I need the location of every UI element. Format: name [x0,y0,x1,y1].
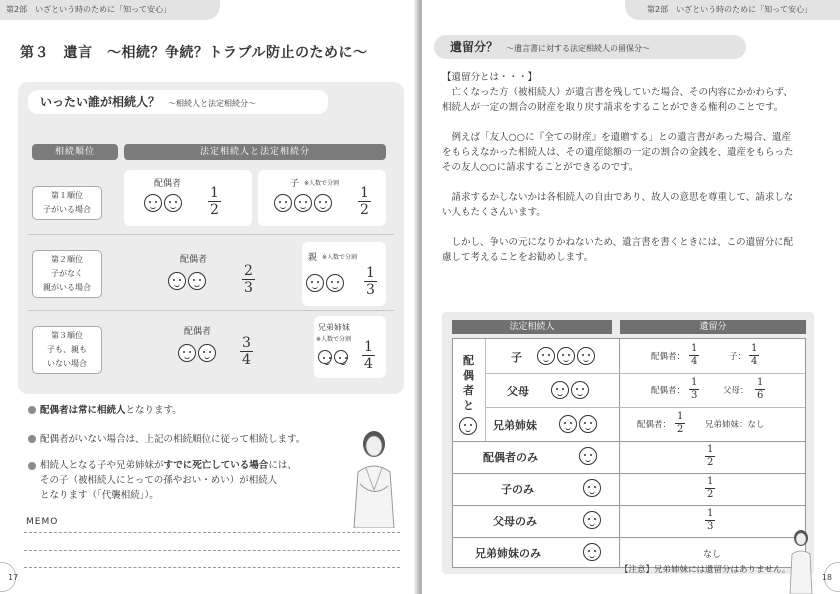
col-heirs-header: 法定相続人と法定相続分 [124,144,386,160]
heirs-panel [18,82,404,394]
table-body [452,338,806,568]
share-row2-spouse: $\frac{1}{3}$ [691,377,698,401]
row2-parent-label: 親 [308,253,318,263]
parent-only-face-icon [583,511,601,529]
page-title: 第３ 遺言 ～相続？争続？トラブル防止のために～ [20,45,368,61]
rank-label-2 [32,250,102,298]
spouse-faces-icon [144,194,182,212]
siblings-faces-icon [318,350,348,364]
row3-sibling-cell [314,316,386,378]
definition-lead: 【遺留分とは・・・】 [442,72,538,83]
siblings-faces-icon-right [559,415,597,433]
heir-child-only: 子のみ [501,483,534,496]
spouse-faces-icon-3 [178,344,216,362]
bullet-2: 配偶者がいない場合は、上記の相続順位に従って相続します。 [40,434,306,445]
heir-spouse-only: 配偶者のみ [483,451,538,464]
share-row1-child: $\frac{1}{4}$ [751,343,758,367]
heir-parents-only: 父母のみ [493,515,537,528]
bullet-1: 配偶者は常に相続人となります。 [40,405,182,416]
memo-line-3 [24,567,400,568]
memo-line-1 [24,532,400,533]
rank-1: 第１順位 [51,191,83,200]
rank-1-cond: 子がいる場合 [43,205,91,214]
row3-spouse-share: $\frac{3}{4}$ [242,335,251,368]
reserved-share-table [442,312,814,574]
row1-child-cell [258,170,386,226]
row2-spouse-label: 配偶者 [180,255,208,265]
row3-sibling-label: 兄弟姉妹 [318,323,350,332]
share-row3-spouse: $\frac{1}{2}$ [677,411,684,435]
share-siblings-only: なし [703,550,722,560]
col-share-header: 遺留分 [620,320,806,334]
child-only-face-icon [583,479,601,497]
row1-child-share: $\frac{1}{2}$ [360,185,369,218]
row1-spouse-cell [124,170,252,226]
share-row3-spouse-label: 配偶者： [637,420,672,430]
section-subtitle: ～相続人と法定相続分～ [168,99,257,108]
right-page-number: 18 [821,573,832,582]
bullet-3-dot [28,462,36,470]
row2-spouse-cell [124,242,294,306]
parents-faces-icon [306,274,344,292]
spouse-face-icon [459,417,477,435]
left-page-number: 17 [8,573,19,582]
heir-parents: 父母 [507,385,529,398]
spouse-faces-icon-2 [168,272,206,290]
right-page [422,0,840,594]
share-row1-spouse-label: 配偶者： [651,352,686,362]
heir-siblings: 兄弟姉妹 [493,419,537,432]
parents-faces-icon-right [551,381,589,399]
heir-siblings-only: 兄弟姉妹のみ [475,547,541,560]
share-child-only: $\frac{1}{2}$ [707,476,714,500]
advisor-woman-small-illustration [784,528,818,594]
row1-child-label: 子 [290,179,300,189]
siblings-note: 【注意】兄弟姉妹には遺留分はありません。 [620,565,791,575]
share-row2-spouse-label: 配偶者： [651,386,686,396]
share-row3-sibling-label: 兄弟姉妹：なし [705,420,765,430]
rank-2-cond2: 親がいる場合 [43,283,91,292]
child-faces-icon [537,347,595,365]
rank-2: 第２順位 [51,255,83,264]
heir-child: 子 [511,351,522,364]
memo-label: MEMO [26,517,59,527]
rank-label-1 [32,186,102,220]
share-parents-only: $\frac{1}{3}$ [707,508,714,532]
left-page [0,0,418,594]
definition-text: 【遺留分とは・・・】 亡くなった方（被相続人）が遺言書を残していた場合、その内容にかかわらず、 相続人が一定の割合の財産を取り戻す請求をすることができる権利のことです。 例えば「友人○○に『全ての財産』を遺贈する」との遺言書があった場合、遺産 をもらえなかった相続人は、その遺産総額の一定の割合の金銭を、遺産をもらった その友人○○に請求することができるのです。 請求するかしないかは各相続人の自由であり、故人の意思を尊重して、請求しな い人もたくさんいます。 しかし、争いの元になりかねないため、遺言書を書くときには、この遺留分に配 慮して考えることをお勧めします。 [442,72,794,263]
row3-spouse-label: 配偶者 [184,327,212,337]
share-spouse-only: $\frac{1}{2}$ [707,444,714,468]
rank-3-cond2: いない場合 [47,359,87,368]
children-faces-icon [274,194,332,212]
rank-2-cond1: 子がなく [51,269,83,278]
bullet-3: 相続人となる子や兄弟姉妹がすでに死亡している場合には、 その子（被相続人にとっての孫やおい・めい）が相続人 となります（「代襲相続」）。 [40,460,297,501]
memo-line-2 [24,550,400,551]
right-subtitle: ～遺言書に対する法定相続人の留保分～ [506,44,651,53]
share-row2-parent: $\frac{1}{6}$ [757,377,764,401]
share-row1-spouse: $\frac{1}{4}$ [691,343,698,367]
bullet-1-dot [28,406,36,414]
share-row1-child-label: 子： [729,352,747,362]
row3-sibling-share: $\frac{1}{4}$ [364,339,373,372]
row2-parent-note: ※人数で分割 [322,254,358,261]
row2-parent-share: $\frac{1}{3}$ [366,265,375,298]
row1-child-note: ※人数で分割 [304,180,340,187]
row1-spouse-share: $\frac{1}{2}$ [210,185,219,218]
rank-3: 第３順位 [51,331,83,340]
col-heirs-header-right: 法定相続人 [452,320,612,334]
right-title-pill [434,35,746,59]
siblings-only-face-icon [583,543,601,561]
col-rank-header: 相続順位 [32,144,118,160]
advisor-woman-illustration [340,428,406,528]
row3-spouse-cell [124,316,304,378]
section-heading [28,90,328,114]
row2-parent-cell [302,242,386,306]
share-row2-parent-label: 父母： [723,386,749,396]
row3-sibling-note: ※人数で分割 [316,336,352,343]
row2-spouse-share: $\frac{2}{3}$ [244,263,253,296]
bullet-2-dot [28,435,36,443]
spouse-and-label: 配 偶 者 と [463,354,474,412]
section-title: いったい誰が相続人？ [40,95,161,109]
row1-spouse-label: 配偶者 [154,179,182,189]
spouse-only-face-icon [579,447,597,465]
right-running-header: 第2部 いざという時のために「知って安心」 [625,0,840,20]
rank-3-cond1: 子も、親も [47,345,87,354]
left-running-header: 第2部 いざという時のために「知って安心」 [0,0,220,20]
right-title: 遺留分？ [450,40,499,54]
rank-label-3 [32,326,102,374]
